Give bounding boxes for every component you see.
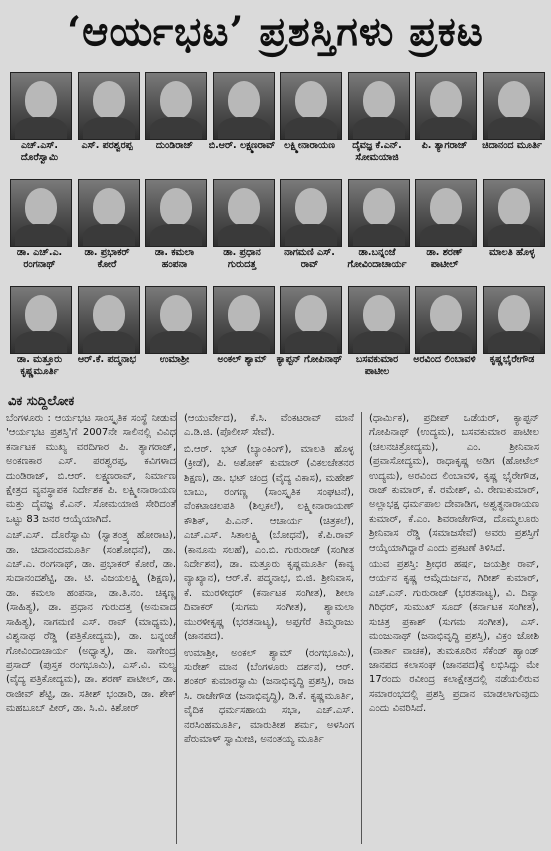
portrait-head — [160, 295, 192, 333]
article-paragraph: ಯುವ ಪ್ರಶಸ್ತಿ: ಶ್ರೀಧರ ಹರ್ಷ, ಜಯಶ್ರೀ ರಾವ್, ಆರ್ಯನ ಕೃಷ್ಣ ಆಮ್ಗೆದುರ್ಜನ, ಗಿರೀಶ್ ಕುಮಾರ್, ಎಚ್.ಎನ್. ಗುರುರಾಜ್ (ಭರತನಾಟ್ಯ), ವಿ. ದಿವ್ಯಾ ಗಿರಿಧರ್, ಸುಮುಖ್ ಸೂದ್ (ಕರ್ನಾಟಕ ಸಂಗೀತ), ಸುಚಿತ್ರ ಪ್ರಕಾಶ್ (ಸುಗಮ ಸಂಗೀತ), ಎಸ್. ಮಂಜುನಾಥ್ (ಜನಾಭಿವೃದ್ಧಿ ಪ್ರಶಸ್ತಿ), ವಿಕ್ರಂ ಜೋಶಿ (ವಾರ್ತಾ ವಾಚಕ), ತುಮಕೂರಿನ ಸೆಕೆಂಡ್ ಹ್ಯಾಂಡ್ ಜಾನಪದ ಕಲಾಸಂಘ (ಜಾನಪದ)ಕ್ಕೆ ಲಭಿಸಿದ್ದು ಮೇ 17ರಂದು ರವೀಂದ್ರ ಕಲಾಕ್ಷೇತ್ರದಲ್ಲಿ ನಡೆಯಲಿರುವ ಸಮಾರಂಭದಲ್ಲಿ ಪ್ರಶಸ್ತಿ ಪ್ರದಾನ ಮಾಡಲಾಗುವುದು ಎಂದು ವಿವರಿಸಿದೆ. — [369, 559, 539, 715]
awardee-caption: ಡಾ.ಬನ್ನಂಜೆ ಗೋವಿಂದಾಚಾರ್ಯ — [347, 247, 407, 270]
awardee-card — [209, 72, 277, 179]
awardee-photo — [78, 286, 140, 354]
awardee-card — [209, 286, 277, 393]
awardee-card — [479, 72, 547, 179]
awardee-photo — [348, 72, 410, 140]
portrait-head — [295, 188, 327, 226]
awardee-card — [6, 286, 74, 393]
awardee-card — [141, 72, 209, 179]
awardee-card — [276, 286, 344, 393]
awardee-photo-grid — [6, 72, 546, 393]
portrait-shoulders — [150, 224, 202, 247]
awardee-card — [6, 179, 74, 286]
portrait-head — [25, 81, 57, 119]
portrait-head — [25, 295, 57, 333]
portrait-head — [430, 81, 462, 119]
awardee-photo — [78, 179, 140, 247]
portrait-shoulders — [83, 117, 135, 140]
article-paragraph: ಬಿ.ಆರ್. ಭಟ್ (ಬ್ಯಾಂಕಿಂಗ್), ಮಾಲತಿ ಹೊಳ್ಳ (ಕ್ರೀಡೆ), ಪಿ. ಅಶೋಕ್ ಕುಮಾರ್ (ವಿಕಲಚೇತನರ ಶಿಕ್ಷಣ), ಡಾ. ಭಟ್ ಚಂದ್ರ (ವೈದ್ಯ ವಿಕಾಸ), ಮಹೇಶ್ ಬಾಬು, ರಂಗಣ್ಣ (ಸಾಂಸ್ಕೃತಿಕ ಸಂಘಟನೆ), ವೆಂಕಟಾಚಲಪತಿ (ಶಿಲ್ಪಕಲೆ), ಲಕ್ಷ್ಮೀನಾರಾಯಣ್ ಕೌಶಿಕ್, ಪಿ.ಎನ್. ಆಚಾರ್ಯ (ಚಿತ್ರಕಲೆ), ಎಚ್.ಎಸ್. ಸಿತಾಲಕ್ಷ್ಮಿ (ಬೋಧನೆ), ಕೆ.ಪಿ.ರಾವ್ (ಕಾನೂನು ಸಲಹೆ), ಎಂ.ಬಿ. ಗುರುರಾಜ್ (ಸಂಗೀತ ನಿರ್ದೇಶನ), ಡಾ. ಮತ್ತೂರು ಕೃಷ್ಣಮೂರ್ತಿ (ಕಾವ್ಯ ವ್ಯಾಖ್ಯಾನ), ಆರ್.ಕೆ. ಪದ್ಮನಾಭ, ಬಿ.ಜಿ. ಶ್ರೀನಿವಾಸ, ಕೆ. ಮುರಳೀಧರ್ (ಕರ್ನಾಟಕ ಸಂಗೀತ), ಶೀಲಾ ದಿವಾಕರ್ (ಸುಗಮ ಸಂಗೀತ), ಶ್ಯಾಮಲಾ ಮುರಳೀಕೃಷ್ಣ (ಭರತನಾಟ್ಯ), ಅಪ್ಪಗೆರೆ ತಿಮ್ಮರಾಜು (ಜಾನಪದ). — [184, 443, 354, 643]
portrait-shoulders — [420, 331, 472, 354]
portrait-shoulders — [353, 117, 405, 140]
awardee-caption: ದುಂಡಿರಾಜ್ — [155, 140, 194, 151]
portrait-shoulders — [488, 224, 540, 247]
awardee-card — [344, 179, 412, 286]
awardee-caption: ಡಾ. ಕಮಲಾ ಹಂಪನಾ — [154, 247, 195, 270]
portrait-shoulders — [285, 117, 337, 140]
portrait-shoulders — [15, 331, 67, 354]
awardee-caption: ಡಾ. ಮತ್ತೂರು ಕೃಷ್ಣಮೂರ್ತಿ — [16, 354, 63, 377]
portrait-head — [228, 295, 260, 333]
awardee-card — [74, 286, 142, 393]
headline: ‘ಆರ್ಯಭಟ’ ಪ್ರಶಸ್ತಿಗಳು ಪ್ರಕಟ — [67, 8, 484, 55]
awardee-card — [344, 286, 412, 393]
article-paragraph: ಬೆಂಗಳೂರು : ಆರ್ಯಭಟ ಸಾಂಸ್ಕೃತಿಕ ಸಂಸ್ಥೆ ನೀಡುವ 'ಆರ್ಯಭಟ ಪ್ರಶಸ್ತಿ'ಗೆ 2007ನೇ ಸಾಲಿನಲ್ಲಿ ವಿವಿಧ ಕರ್ನಾಟಕ ಮುಖ್ಯ ವರದಿಗಾರ ಪಿ. ತ್ಯಾಗರಾಜ್, ಅಂಕಣಕಾರ ಎಸ್. ಪರಶ್ವರಪ್ಪ, ಕವಿಗಳಾದ ದುಂಡಿರಾಜ್, ಬಿ.ಆರ್. ಲಕ್ಷ್ಮಣರಾವ್, ನಿರ್ಮಾಣ ಕ್ಷೇತ್ರದ ವ್ಯವಸ್ಥಾಪಕ ನಿರ್ದೇಶಕ ಪಿ. ಲಕ್ಷ್ಮೀನಾರಾಯಣ ಮತ್ತು ದೈವಜ್ಞ ಕೆ.ಎನ್. ಸೋಮಯಾಜಿ ಸೇರಿದಂತೆ ಒಟ್ಟು 83 ಜನರ ಆಯ್ಕೆಯಾಗಿದೆ. — [6, 413, 176, 525]
awardee-photo — [280, 286, 342, 354]
portrait-head — [430, 188, 462, 226]
awardee-caption: ಅರವಿಂದ ಲಿಂಬಾವಳಿ — [413, 354, 476, 365]
article-paragraph: (ಧಾರ್ಮಿಕ), ಪ್ರದೀಪ್ ಒಡೆಯರ್, ಕ್ಯಾಪ್ಟನ್ ಗೋಪಿನಾಥ್ (ಉದ್ಯಮ), ಬಸವಕುಮಾರ ಪಾಟೀಲ (ಚಲನಚಿತ್ರೋದ್ಯಮ), ಎಂ. ಶ್ರೀನಿವಾಸ (ಪ್ರವಾಸೋದ್ಯಮ), ರಾಧಾಕೃಷ್ಣ ಅಡಿಗ (ಹೋಟೆಲ್ ಉದ್ಯಮ), ಅರವಿಂದ ಲಿಂಬಾವಳಿ, ಕೃಷ್ಣ ಭೈರೇಗೌಡ, ರಾಜ್ ಕುಮಾರ್, ಕೆ. ರಮೇಶ್, ವಿ. ರೇಣುಕುಮಾರ್, ಅಲ್ಲಾಭಕ್ಷ ಧರ್ಮಪಾಲ ದೇವಾಡಿಗ, ಅಶ್ವತ್ಥನಾರಾಯಣ ಕುಮಾರ್, ಕೆ.ಎಂ. ಶಿವರಾಜೇಗೌಡ, ದೊಮ್ಮಲೂರು ಶ್ರೀನಿವಾಸ ರೆಡ್ಡಿ (ಸಮಾಜಸೇವೆ) ಅವರು ಪ್ರಶಸ್ತಿಗೆ ಆಯ್ಕೆಯಾಗಿದ್ದಾರೆ ಎಂದು ಪ್ರಕಟಣೆ ತಿಳಿಸಿದೆ. — [369, 413, 539, 554]
portrait-head — [160, 188, 192, 226]
article-paragraph: (ಆಯುರ್ವೇದ), ಕೆ.ಸಿ. ವೆಂಕಟರಾವ್ ಮಾನೆ ಎ.ಡಿ.ಜಿ. (ಪೊಲೀಸ್ ಸೇವೆ). — [184, 413, 354, 439]
awardee-photo — [145, 286, 207, 354]
awardee-photo — [213, 286, 275, 354]
awardee-caption: ಪಿ. ತ್ಯಾಗರಾಜ್ — [421, 140, 468, 151]
awardee-card — [276, 179, 344, 286]
awardee-caption: ಡಾ. ಪ್ರಧಾನ ಗುರುದತ್ತ — [223, 247, 261, 270]
portrait-shoulders — [285, 224, 337, 247]
awardee-photo — [415, 72, 477, 140]
awardee-caption: ಡಾ. ಶರಣ್ ಪಾಟೀಲ್ — [426, 247, 463, 270]
portrait-shoulders — [15, 224, 67, 247]
portrait-head — [498, 81, 530, 119]
column-divider — [361, 412, 362, 844]
awardee-card — [74, 72, 142, 179]
portrait-shoulders — [420, 117, 472, 140]
article-paragraph: ಉಮಾಶ್ರೀ, ಅಂಕಲ್ ಶ್ಯಾಮ್ (ರಂಗಭೂಮಿ), ಸುರೇಶ್ ಮಾನ (ಬೆಂಗಳೂರು ದರ್ಶನ), ಆರ್. ಶಂಕರ್ ಕುಮಾರಸ್ವಾಮಿ (ಜನಾಭಿವೃದ್ಧಿ ಪ್ರಶಸ್ತಿ), ರಾಜ ಸಿ. ರಾಜೇಗೌಡ (ಜನಾಭಿವೃದ್ಧಿ), ಡಿ.ಕೆ. ಕೃಷ್ಣಮೂರ್ತಿ, ವೈದಿಕ ಧರ್ಮಸಹಾಯ ಸಭಾ, ಎಚ್.ಎಸ್. ನರಸಿಂಹಮೂರ್ತಿ, ಮಾರುತೀಶ ಶರ್ಮ, ಅಳಸಿಂಗ ಪೆರುಮಾಳ್ ಸ್ವಾಮೀಜಿ, ಅನಂತಯ್ಯ ಮೂರ್ತಿ — [184, 647, 354, 745]
awardee-photo — [483, 72, 545, 140]
awardee-caption: ಕ್ಯಾಪ್ಟನ್ ಗೋಪಿನಾಥ್ — [276, 354, 343, 365]
awardee-caption: ಉಮಾಶ್ರೀ — [159, 354, 190, 365]
awardee-caption: ಎಚ್.ಎಸ್. ದೊರೆಸ್ವಾಮಿ — [20, 140, 59, 163]
portrait-shoulders — [150, 331, 202, 354]
portrait-head — [228, 81, 260, 119]
article-paragraph: ಎಚ್.ಎಸ್. ದೊರೆಸ್ವಾಮಿ (ಸ್ವಾತಂತ್ರ್ಯ ಹೋರಾಟ), ಡಾ. ಚಿದಾನಂದಮೂರ್ತಿ (ಸಂಶೋಧನೆ), ಡಾ. ಎಚ್.ಎ. ರಂಗನಾಥ್, ಡಾ. ಪ್ರಭಾಕರ್ ಕೋರೆ, ಡಾ. ಸುದಾನಂದಶೆಟ್ಟಿ, ಡಾ. ಟಿ. ವಿಜಯಲಕ್ಷ್ಮಿ (ಶಿಕ್ಷಣ), ಡಾ. ಕಮಲಾ ಹಂಪನಾ, ಡಾ.ತಿ.ನಂ. ಚಿಕ್ಕಣ್ಣ (ಸಾಹಿತ್ಯ), ಡಾ. ಪ್ರಧಾನ ಗುರುದತ್ತ (ಅನುವಾದ ಸಾಹಿತ್ಯ), ನಾಗಮಣಿ ಎಸ್. ರಾವ್ (ಮಾಧ್ಯಮ), ವಿಶ್ವನಾಥ ರೆಡ್ಡಿ (ಪತ್ರಿಕೋದ್ಯಮ), ಡಾ. ಬನ್ನಂಜೆ ಗೋವಿಂದಾಚಾರ್ಯ (ಅಧ್ಯಾತ್ಮ), ಡಾ. ನಾಗೇಂದ್ರ ಪ್ರಸಾದ್ (ಪುಸ್ತಕ ರಂಗಭೂಮಿ), ಎಸ್.ವಿ. ಮಲ್ಯ (ವೈದ್ಯ ಪತ್ರಿಕೋದ್ಯಮ), ಡಾ. ಶರಣ್ ಪಾಟೀಲ್, ಡಾ. ರಾಜೀವ್ ಶೆಟ್ಟಿ, ಡಾ. ಸತೀಶ್ ಭಂಡಾರಿ, ಡಾ. ಶೇಕ್ ಮಹಬೂಬ್ ಪೀರ್, ಡಾ. ಸಿ.ವಿ. ಕಿಶೋರ್ — [6, 530, 176, 715]
portrait-head — [498, 295, 530, 333]
awardee-photo — [213, 72, 275, 140]
awardee-caption: ಲಕ್ಷ್ಮೀನಾರಾಯಣ — [284, 140, 335, 151]
awardee-caption: ಮಾಲತಿ ಹೊಳ್ಳ — [489, 247, 535, 258]
portrait-shoulders — [420, 224, 472, 247]
awardee-card — [209, 179, 277, 286]
portrait-shoulders — [218, 331, 270, 354]
awardee-card — [74, 179, 142, 286]
awardee-card — [411, 179, 479, 286]
awardee-photo — [10, 179, 72, 247]
awardee-card — [479, 286, 547, 393]
portrait-head — [160, 81, 192, 119]
portrait-head — [93, 188, 125, 226]
byline-section: ವಿಕ ಸುದ್ದಿಲೋಕ — [8, 394, 75, 409]
awardee-card — [411, 286, 479, 393]
awardee-caption: ಬಿ.ಆರ್. ಲಕ್ಷ್ಮಣರಾವ್ — [208, 140, 276, 151]
column-divider — [176, 412, 177, 844]
awardee-card — [6, 72, 74, 179]
awardee-photo — [10, 286, 72, 354]
awardee-caption: ಅಂಕಲ್ ಶ್ಯಾಮ್ — [217, 354, 267, 365]
awardee-card — [344, 72, 412, 179]
portrait-head — [228, 188, 260, 226]
awardee-photo — [483, 179, 545, 247]
portrait-head — [93, 81, 125, 119]
awardee-card — [479, 179, 547, 286]
portrait-shoulders — [83, 224, 135, 247]
portrait-shoulders — [353, 224, 405, 247]
awardee-caption: ಎಸ್. ಪರಶ್ವರಪ್ಪ — [81, 140, 133, 151]
awardee-caption: ಡಾ. ಎಚ್.ಎ. ರಂಗನಾಥ್ — [16, 247, 63, 270]
awardee-caption: ದೈವಜ್ಞ ಕೆ.ಎನ್. ಸೋಮಯಾಜಿ — [352, 140, 402, 163]
awardee-caption: ಕೃಷ್ಣಭೈರೇಗೌಡ — [489, 354, 535, 365]
awardee-photo — [145, 72, 207, 140]
portrait-shoulders — [150, 117, 202, 140]
awardee-photo — [483, 286, 545, 354]
awardee-caption: ಚಿದಾನಂದ ಮೂರ್ತಿ — [482, 140, 542, 151]
portrait-head — [25, 188, 57, 226]
article-column-3 — [369, 412, 539, 844]
portrait-head — [498, 188, 530, 226]
portrait-shoulders — [83, 331, 135, 354]
portrait-head — [430, 295, 462, 333]
portrait-head — [93, 295, 125, 333]
awardee-card — [276, 72, 344, 179]
awardee-caption: ಬಸವಕುಮಾರ ಪಾಟೀಲ — [355, 354, 399, 377]
portrait-shoulders — [488, 331, 540, 354]
article-column-1 — [6, 412, 176, 844]
awardee-photo — [280, 72, 342, 140]
awardee-caption: ಡಾ. ಪ್ರಭಾಕರ್ ಕೋರೆ — [84, 247, 130, 270]
awardee-photo — [348, 286, 410, 354]
awardee-card — [411, 72, 479, 179]
portrait-head — [295, 81, 327, 119]
awardee-card — [141, 286, 209, 393]
portrait-shoulders — [285, 331, 337, 354]
portrait-head — [363, 81, 395, 119]
awardee-card — [141, 179, 209, 286]
awardee-photo — [415, 179, 477, 247]
awardee-photo — [280, 179, 342, 247]
portrait-head — [295, 295, 327, 333]
awardee-photo — [348, 179, 410, 247]
portrait-shoulders — [488, 117, 540, 140]
portrait-shoulders — [353, 331, 405, 354]
awardee-photo — [78, 72, 140, 140]
article-column-2 — [184, 412, 354, 844]
awardee-photo — [10, 72, 72, 140]
awardee-photo — [145, 179, 207, 247]
portrait-shoulders — [218, 117, 270, 140]
portrait-head — [363, 188, 395, 226]
awardee-caption: ನಾಗಮಣಿ ಎಸ್. ರಾವ್ — [284, 247, 335, 270]
portrait-head — [363, 295, 395, 333]
portrait-shoulders — [15, 117, 67, 140]
awardee-photo — [213, 179, 275, 247]
awardee-photo — [415, 286, 477, 354]
portrait-shoulders — [218, 224, 270, 247]
awardee-caption: ಆರ್.ಕೆ. ಪದ್ಮನಾಭ — [77, 354, 137, 365]
